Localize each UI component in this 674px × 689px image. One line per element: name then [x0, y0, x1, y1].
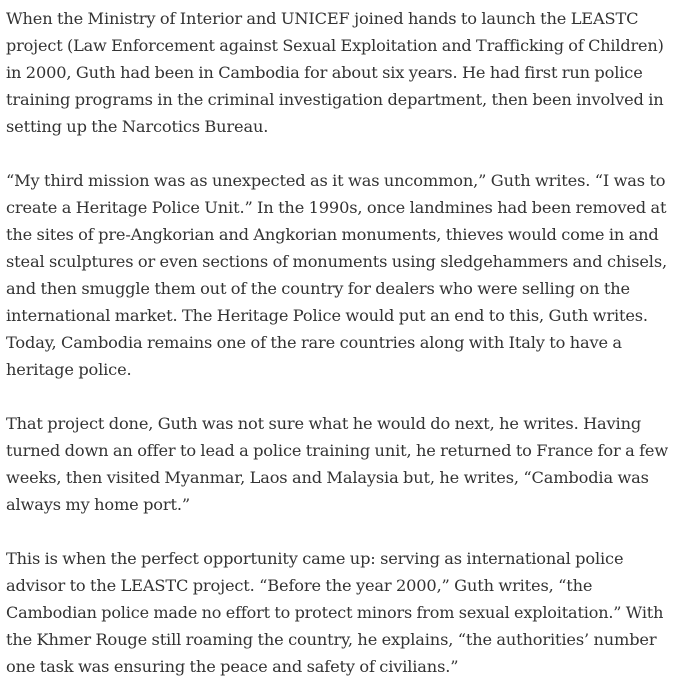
text-line: international market. The Heritage Police would put an end to this, Guth writes. — [6, 306, 648, 325]
text-line: setting up the Narcotics Bureau. — [6, 117, 269, 136]
text-line: This is when the perfect opportunity came up: serving as international police — [6, 549, 624, 568]
paragraph-heritage-police — [6, 167, 668, 383]
text-line: and then smuggle them out of the country for dealers who were selling on the — [6, 279, 630, 298]
text-line: steal sculptures or even sections of monuments using sledgehammers and chisels, — [6, 252, 667, 271]
text-line: one task was ensuring the peace and safety of civilians.” — [6, 657, 459, 676]
text-line: the Khmer Rouge still roaming the country, he explains, “the authorities’ number — [6, 630, 657, 649]
text-line: advisor to the LEASTC project. “Before the year 2000,” Guth writes, “the — [6, 576, 593, 595]
paragraph-opportunity — [6, 545, 668, 680]
text-line: the sites of pre-Angkorian and Angkorian monuments, thieves would come in and — [6, 225, 659, 244]
text-line: training programs in the criminal investigation department, then been involved in — [6, 90, 664, 109]
text-line: When the Ministry of Interior and UNICEF joined hands to launch the LEASTC — [6, 9, 639, 28]
text-line: heritage police. — [6, 360, 132, 379]
text-line: turned down an offer to lead a police training unit, he returned to France for a few — [6, 441, 669, 460]
text-line: Today, Cambodia remains one of the rare countries along with Italy to have a — [6, 333, 622, 352]
text-line: “My third mission was as unexpected as it was uncommon,” Guth writes. “I was to — [6, 171, 666, 190]
text-line: That project done, Guth was not sure what he would do next, he writes. Having — [6, 414, 642, 433]
text-line: project (Law Enforcement against Sexual Exploitation and Trafficking of Children) — [6, 36, 664, 55]
text-line: in 2000, Guth had been in Cambodia for about six years. He had first run police — [6, 63, 643, 82]
text-line: always my home port.” — [6, 495, 190, 514]
text-line: Cambodian police made no effort to protect minors from sexual exploitation.” With — [6, 603, 664, 622]
text-line: create a Heritage Police Unit.” In the 1990s, once landmines had been removed at — [6, 198, 667, 217]
text-line: weeks, then visited Myanmar, Laos and Malaysia but, he writes, “Cambodia was — [6, 468, 649, 487]
paragraph-leastc-intro — [6, 5, 668, 140]
paragraph-home-port — [6, 410, 668, 518]
